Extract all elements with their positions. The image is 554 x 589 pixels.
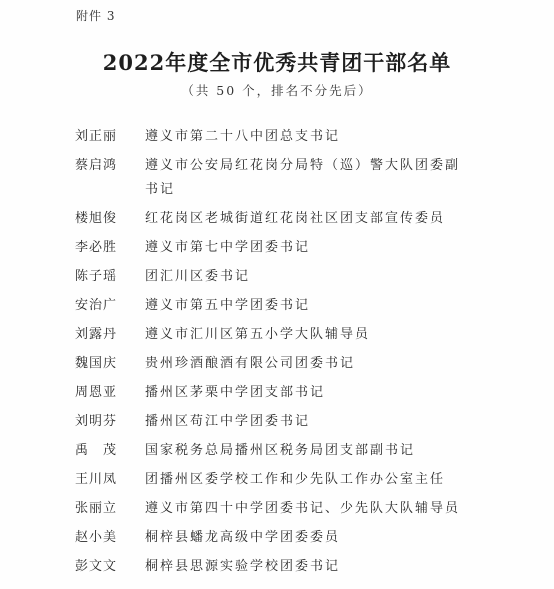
honoree-position: 遵义市汇川区第五小学大队辅导员 — [145, 327, 371, 342]
honoree-position: 遵义市第四十中学团委书记、少先队大队辅导员 — [145, 501, 461, 516]
list-item — [0, 352, 554, 376]
honoree-position: 团播州区委学校工作和少先队工作办公室主任 — [145, 472, 446, 487]
honoree-name: 魏国庆 — [75, 356, 118, 371]
honoree-name: 蔡启鸿 — [75, 158, 118, 173]
list-item — [0, 125, 554, 149]
list-item — [0, 555, 554, 579]
honoree-position: 桐梓县蟠龙高级中学团委委员 — [145, 530, 341, 545]
list-item — [0, 154, 554, 202]
list-item — [0, 381, 554, 405]
list-item — [0, 294, 554, 318]
list-item — [0, 526, 554, 550]
honoree-position: 团汇川区委书记 — [145, 269, 251, 284]
honoree-name: 刘露丹 — [75, 327, 118, 342]
honoree-name: 周恩亚 — [75, 385, 118, 400]
honoree-name: 王川凤 — [75, 472, 118, 487]
document-title: 2022年度全市优秀共青团干部名单 — [102, 50, 452, 75]
list-item — [0, 410, 554, 434]
honoree-position: 贵州珍酒酿酒有限公司团委书记 — [145, 356, 356, 371]
list-item — [0, 236, 554, 260]
honoree-position: 播州区苟江中学团委书记 — [145, 414, 311, 429]
honoree-position: 遵义市第七中学团委书记 — [145, 240, 311, 255]
list-item — [0, 323, 554, 347]
honoree-position: 遵义市第二十八中团总支书记 — [145, 129, 341, 144]
attachment-label: 附件 3 — [76, 9, 116, 23]
list-item — [0, 497, 554, 521]
honoree-name: 陈子瑶 — [75, 269, 118, 284]
honoree-name: 张丽立 — [75, 501, 118, 516]
document-subtitle: （共 50 个，排名不分先后） — [181, 83, 373, 98]
honoree-name: 楼旭俊 — [75, 211, 118, 226]
honoree-name: 彭文文 — [75, 559, 118, 574]
honoree-position: 红花岗区老城街道红花岗社区团支部宣传委员 — [145, 211, 446, 226]
honoree-name: 禹 茂 — [75, 443, 118, 458]
honoree-position: 遵义市第五中学团委书记 — [145, 298, 311, 313]
honoree-position: 桐梓县思源实验学校团委书记 — [145, 559, 341, 574]
honoree-name: 刘正丽 — [75, 129, 118, 144]
honoree-position: 遵义市公安局红花岗分局特（巡）警大队团委副书记 — [145, 158, 461, 197]
list-item — [0, 207, 554, 231]
honoree-position: 播州区茅栗中学团支部书记 — [145, 385, 326, 400]
honoree-position: 国家税务总局播州区税务局团支部副书记 — [145, 443, 416, 458]
list-item — [0, 265, 554, 289]
honoree-name: 刘明芬 — [75, 414, 118, 429]
list-item — [0, 439, 554, 463]
honoree-name: 李必胜 — [75, 240, 118, 255]
honoree-list — [0, 125, 554, 584]
list-item — [0, 468, 554, 492]
honoree-name: 赵小美 — [75, 530, 118, 545]
honoree-name: 安治广 — [75, 298, 118, 313]
